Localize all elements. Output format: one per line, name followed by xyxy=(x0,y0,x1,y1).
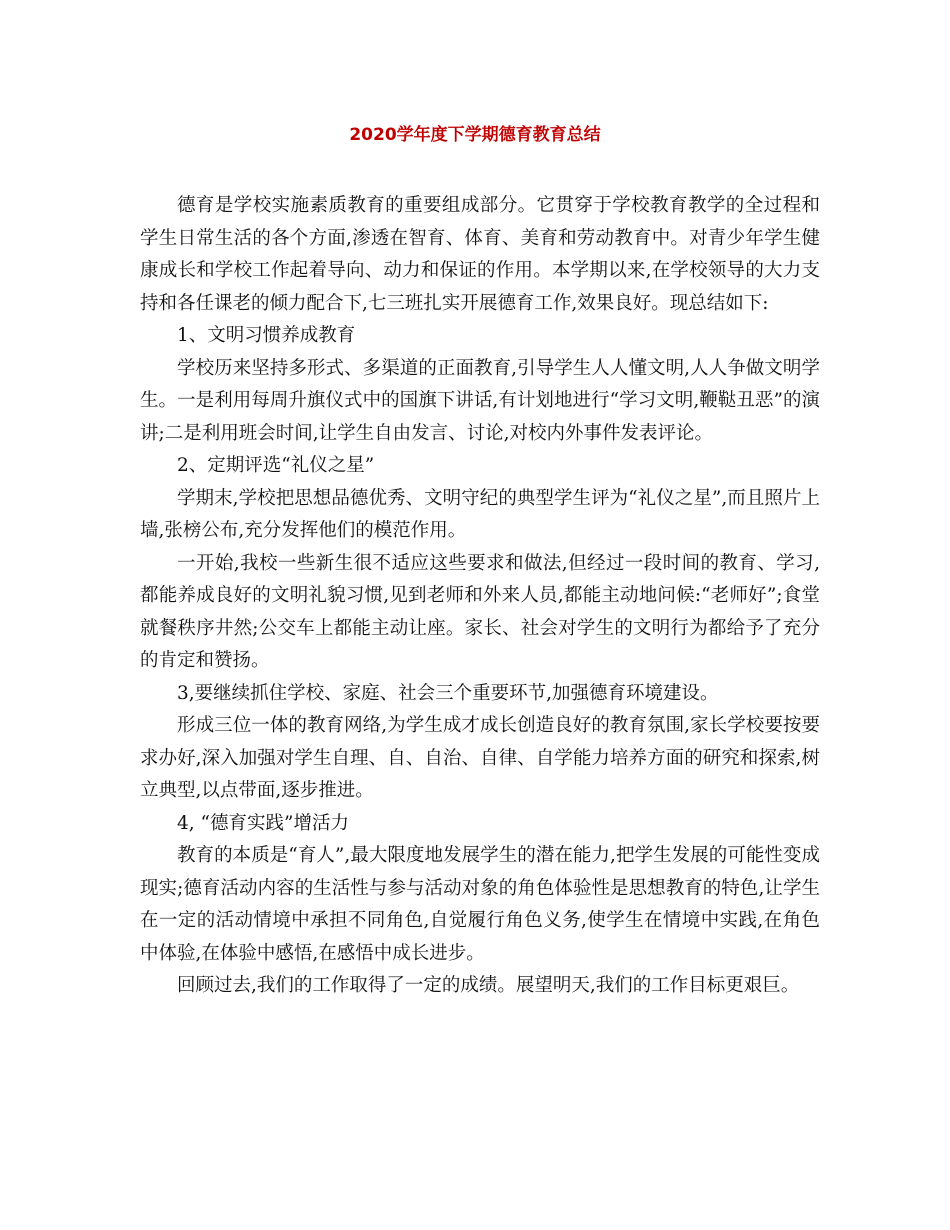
section-1-paragraph: 学校历来坚持多形式、多渠道的正面教育,引导学生人人懂文明,人人争做文明学生。一是利用每周升旗仪式中的国旗下讲话,有计划地进行“学习文明,鞭鞑丑恶”的演讲;二是利用班会时间,让学生自由发言、讨论,对校内外事件发表评论。 xyxy=(140,357,820,444)
section-heading-3: 3,要继续抓住学校、家庭、社会三个重要环节,加强德育环境建设。 xyxy=(177,682,719,704)
section-3-paragraph: 形成三位一体的教育网络,为学生成才成长创造良好的教育氛围,家长学校要按要求办好,深入加强对学生自理、自、自治、自律、自学能力培养方面的研究和探索,树立典型,以点带面,逐步推进。 xyxy=(140,715,820,801)
section-2-paragraph-2: 一开始,我校一些新生很不适应这些要求和做法,但经过一段时间的教育、学习,都能养成良好的文明礼貌习惯,见到老师和外来人员,都能主动地问候:“老师好”;食堂就餐秩序井然;公交车上都能主动让座。家长、社会对学生的文明行为都给予了充分的肯定和赞扬。 xyxy=(140,552,820,671)
closing-paragraph: 回顾过去,我们的工作取得了一定的成绩。展望明天,我们的工作目标更艰巨。 xyxy=(177,975,800,996)
section-heading-1: 1、文明习惯养成教育 xyxy=(177,325,356,346)
section-4-paragraph: 教育的本质是“育人”,最大限度地发展学生的潜在能力,把学生发展的可能性变成现实;德育活动内容的生活性与参与活动对象的角色体验性是思想教育的特色,让学生在一定的活动情境中承担不同角色,自觉履行角色义务,使学生在情境中实践,在角色中体验,在体验中感悟,在感悟中成长进步。 xyxy=(140,845,820,964)
intro-paragraph: 德育是学校实施素质教育的重要组成部分。它贯穿于学校教育教学的全过程和学生日常生活的各个方面,渗透在智育、体育、美育和劳动教育中。对青少年学生健康成长和学校工作起着导向、动力和保证的作用。本学期以来,在学校领导的大力支持和各任课老的倾力配合下,七三班扎实开展德育工作,效果良好。现总结如下: xyxy=(140,195,820,314)
document-body xyxy=(140,190,820,1003)
document-title: 2020学年度下学期德育教育总结 xyxy=(349,125,601,145)
section-2-paragraph-1: 学期末,学校把思想品德优秀、文明守纪的典型学生评为“礼仪之星”,而且照片上墙,张榜公布,充分发挥他们的模范作用。 xyxy=(140,487,820,541)
section-heading-4: 4, “德育实践”增活力 xyxy=(177,812,349,834)
section-heading-2: 2、定期评选“礼仪之星” xyxy=(177,455,375,476)
